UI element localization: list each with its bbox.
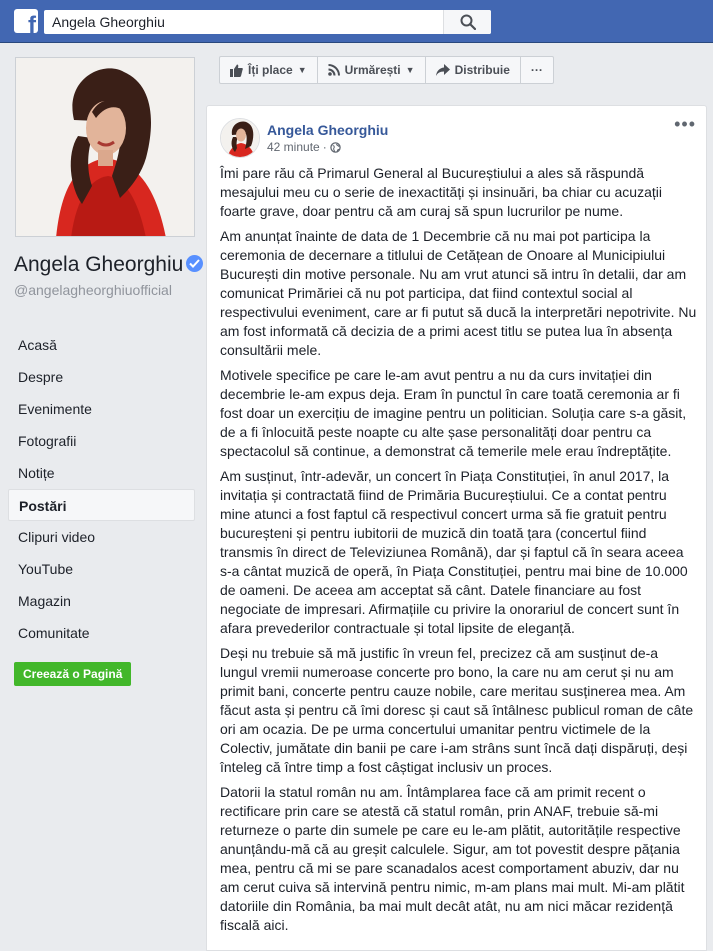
follow-label: Urmărești bbox=[344, 63, 401, 77]
nav-item-posts[interactable]: Postări bbox=[8, 489, 195, 521]
facebook-logo-icon[interactable]: f bbox=[14, 9, 38, 33]
search-icon bbox=[460, 14, 476, 30]
nav-item-notes[interactable]: Notițe bbox=[18, 465, 55, 481]
search-input[interactable] bbox=[44, 10, 444, 34]
chevron-down-icon: ▼ bbox=[405, 65, 415, 75]
nav-item-community[interactable]: Comunitate bbox=[18, 625, 90, 641]
post-timestamp[interactable]: 42 minute bbox=[267, 140, 320, 154]
post-paragraph: Motivele specifice pe care le-am avut pentru a nu da curs invitației din decembrie le-am expus deja. Eram în punctul în care toată ceremonia ar fi fost doar un exercițiu de imagine pentru un politician. Soluția care s-a găsit, de a fi înlocuită peste noapte cu alte șase personalități doar pentru ca spectacolul să continue, a demonstrat că temerile mele erau îndreptățite. bbox=[220, 367, 687, 459]
left-sidebar bbox=[0, 43, 206, 951]
share-arrow-icon bbox=[436, 64, 450, 76]
verified-badge-icon bbox=[186, 255, 203, 272]
top-bar bbox=[0, 0, 713, 43]
nav-item-youtube[interactable]: YouTube bbox=[18, 561, 74, 577]
page-actions-bar bbox=[219, 56, 554, 84]
page-name-text: Angela Gheorghiu bbox=[14, 253, 184, 276]
share-label: Distribuie bbox=[454, 63, 510, 77]
post-author[interactable]: Angela Gheorghiu bbox=[267, 122, 389, 138]
nav-item-videos[interactable]: Clipuri video bbox=[18, 529, 96, 545]
ellipsis-icon: ··· bbox=[530, 63, 543, 77]
follow-button[interactable] bbox=[318, 57, 426, 83]
nav-item-events[interactable]: Evenimente bbox=[18, 401, 92, 417]
post-paragraph: Deși nu trebuie să mă justific în vreun fel, precizez că am susținut de-a lungul vremii numeroase concerte pro bono, la care nu am cerut și nu am primit bani, concerte pentru cauze nobile, care meritau susținerea mea. Am făcut asta și pentru că îmi doresc și caut să întâlnesc publicul roman de câte ori am ocazia. De pe urma concertului umanitar pentru victimele de la Colectiv, jumătate din banii pe care i-am strâns sunt încă dați dispăruți, deși înteleg că între timp a fost câștigat inclusiv un proces. bbox=[220, 645, 694, 775]
search-box bbox=[44, 10, 491, 34]
post-body bbox=[220, 164, 697, 941]
profile-picture[interactable] bbox=[15, 57, 195, 237]
page-nav bbox=[8, 329, 195, 649]
post-options-button[interactable] bbox=[674, 116, 696, 132]
nav-item-photos[interactable]: Fotografii bbox=[18, 433, 77, 449]
share-button[interactable] bbox=[426, 57, 521, 83]
nav-item-home[interactable]: Acasă bbox=[18, 337, 57, 353]
page-username[interactable]: @angelagheorghiuofficial bbox=[14, 282, 172, 298]
avatar[interactable] bbox=[220, 118, 260, 158]
post-paragraph: Am susținut, într-adevăr, un concert în Piața Constituției, în anul 2017, la invitația și contractată fiind de Primăria Bucureștiului. Ce a contat pentru mine atunci a fost faptul că respectivul concert urma să fie gratuit pentru bucureșteni și pentru iubitorii de muzică din toată țara (concertul fiind transmis în direct de Televiziunea Română), dar și faptul că în seara aceea s-a cântat muzică de operă, în Piața Constituției, pentru mai bine de 10.000 de oameni. De aceea am acceptat să cânt. Datele financiare au fost negociate de impresari. Afirmațiile cu privire la onorariul de concert sunt în afara prevederilor contractuale și total lipsite de eleganță. bbox=[220, 468, 688, 636]
like-label: Îți place bbox=[248, 63, 293, 77]
chevron-down-icon: ▼ bbox=[297, 65, 307, 75]
globe-icon[interactable] bbox=[330, 142, 341, 153]
thumbs-up-icon bbox=[230, 64, 243, 77]
nav-item-shop[interactable]: Magazin bbox=[18, 593, 71, 609]
more-actions-button[interactable] bbox=[521, 57, 553, 83]
like-button[interactable] bbox=[220, 57, 318, 83]
create-page-button[interactable]: Creează o Pagină bbox=[14, 662, 131, 686]
post-paragraph: Datorii la statul român nu am. Întâmplarea face că am primit recent o rectificare prin care se atestă că statul român, prin ANAF, trebuie să-mi returneze o parte din sumele pe care eu le-am plătit, autoritățile respective anunțându-mă că au greșit calculele. Sigur, am tot povestit despre pățania mea, pentru că mi se pare scanadalos acest comportament abuziv, dar nu am cerut cuiva să intervină pentru nimic, m-am plans mai mult. Mi-am plătit datoriile din România, ba mai mult decât atât, nu am nici măcar rezidență fiscală aici. bbox=[220, 784, 685, 933]
nav-item-about[interactable]: Despre bbox=[18, 369, 64, 385]
ellipsis-icon: ••• bbox=[674, 114, 696, 134]
post-meta bbox=[267, 140, 341, 154]
post-card bbox=[206, 105, 707, 951]
page-title bbox=[14, 253, 203, 277]
post-paragraph: Am anunțat înainte de data de 1 Decembrie că nu mai pot participa la ceremonia de decernare a titlului de Cetățean de Onoare al Municipiului București din motive personale. Nu am vrut atunci să intru în detalii, dar am comunicat Primăriei că nu pot participa, dat fiind contextul social al respectivului eveniment, care ar fi putut să ducă la interpretări nepotrivite. Nu am fost informată că decizia de a primi acest titlu se putea lua în absența consultării mele. bbox=[220, 228, 697, 358]
search-button[interactable] bbox=[443, 10, 491, 34]
post-paragraph: Îmi pare rău că Primarul General al Bucureștiului a ales să răspundă mesajului meu cu o serie de inexactități și insinuări, ba chiar cu acuzații foarte grave, doar pentru că am curaj să spun lucrurilor pe nume. bbox=[220, 165, 662, 219]
meta-separator: · bbox=[322, 140, 327, 154]
rss-follow-icon bbox=[328, 64, 340, 76]
